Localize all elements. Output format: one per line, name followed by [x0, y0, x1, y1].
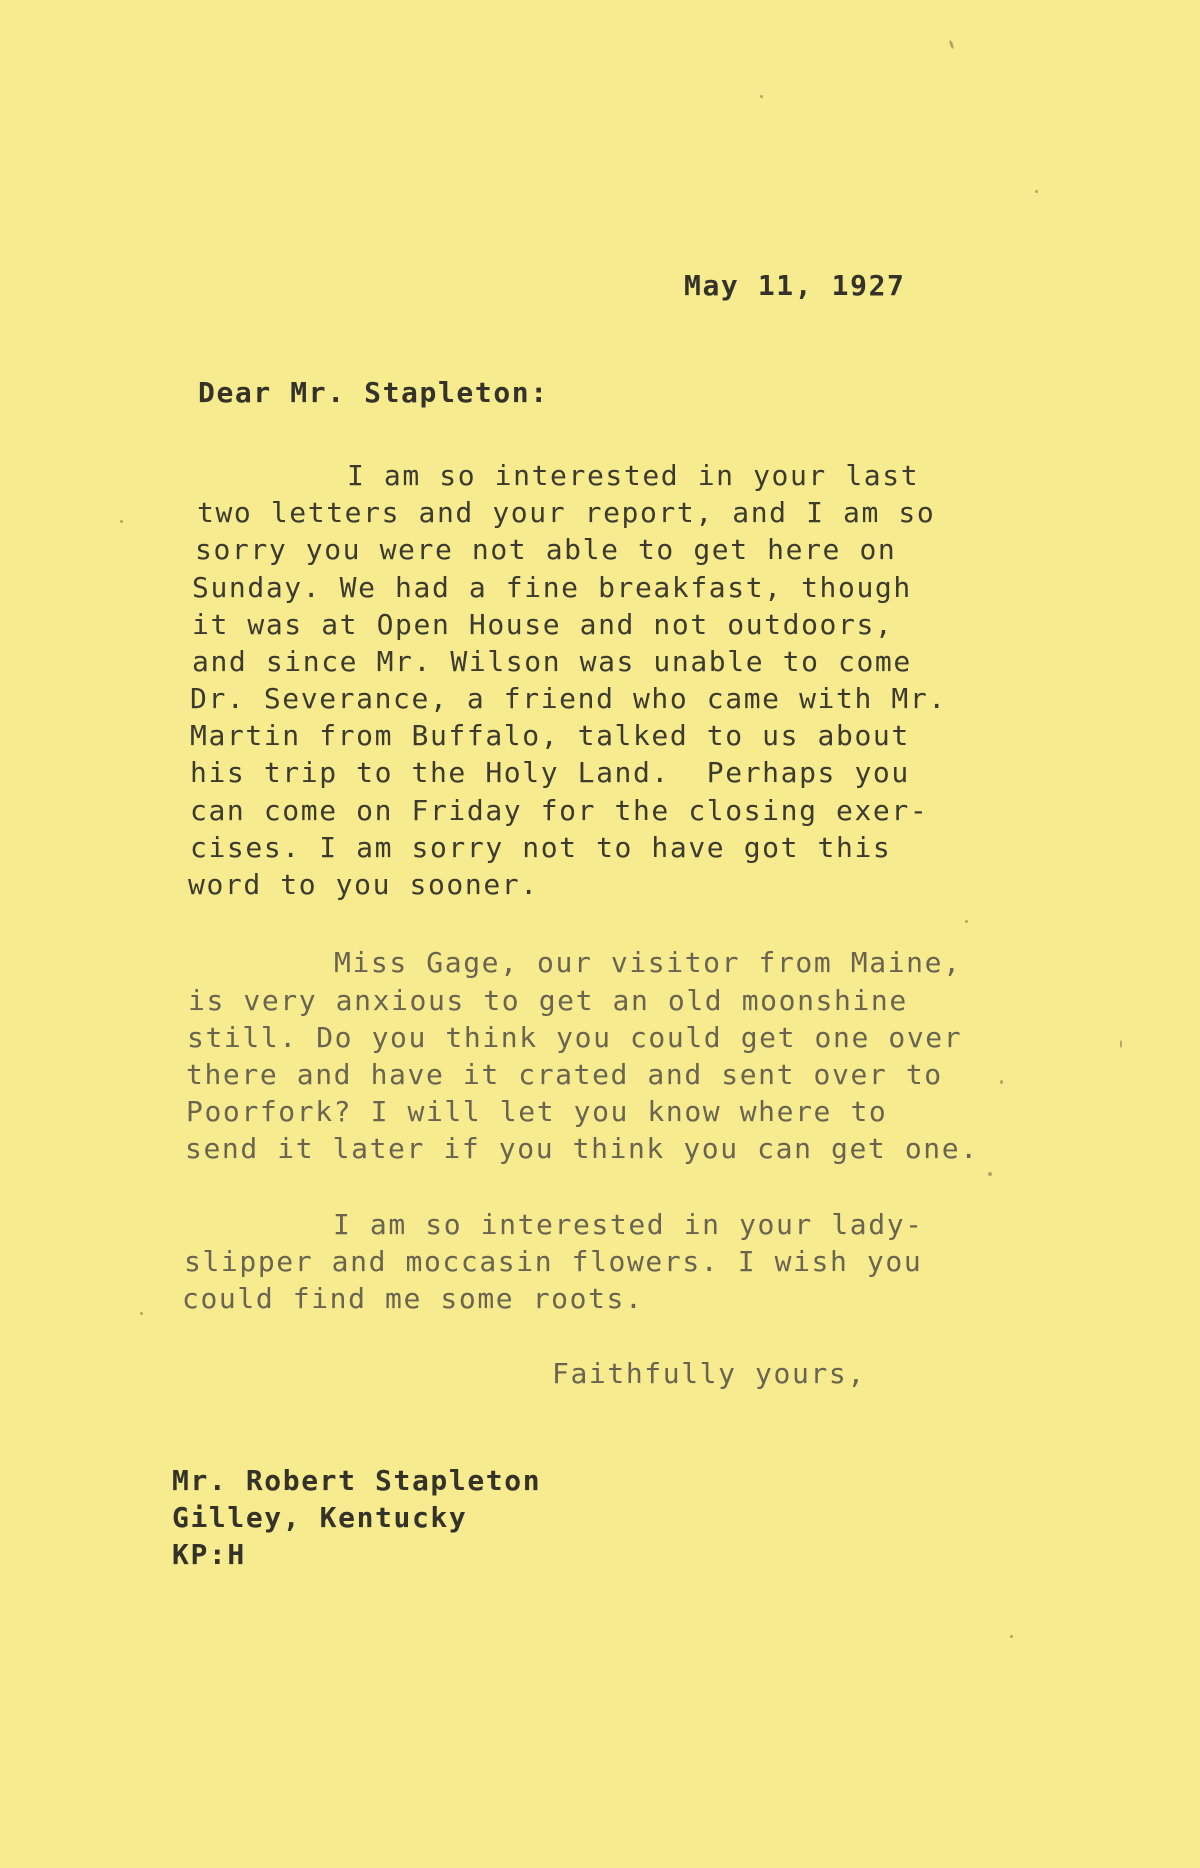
body-line: send it later if you think you can get one. — [185, 1132, 979, 1165]
body-line: two letters and your report, and I am so — [197, 496, 936, 529]
paper-fleck — [988, 1172, 992, 1176]
recipient-name: Mr. Robert Stapleton — [172, 1464, 542, 1497]
body-line: cises. I am sorry not to have got this — [190, 831, 892, 864]
paper-fleck — [949, 40, 955, 49]
paper-fleck — [140, 1312, 143, 1315]
body-line: slipper and moccasin flowers. I wish you — [184, 1245, 923, 1278]
typist-initials: KP:H — [172, 1538, 246, 1571]
salutation: Dear Mr. Stapleton: — [198, 376, 549, 409]
body-line: can come on Friday for the closing exer- — [190, 794, 929, 827]
body-line: Martin from Buffalo, talked to us about — [190, 719, 910, 752]
paper-fleck — [965, 920, 968, 923]
letter-date: May 11, 1927 — [684, 269, 906, 302]
body-line: Miss Gage, our visitor from Maine, — [334, 946, 962, 979]
complimentary-closing: Faithfully yours, — [552, 1357, 866, 1390]
body-line: word to you sooner. — [188, 868, 539, 901]
paper-fleck — [120, 520, 123, 523]
paper-fleck — [1035, 190, 1038, 193]
body-line: Dr. Severance, a friend who came with Mr. — [190, 682, 947, 715]
recipient-location: Gilley, Kentucky — [172, 1501, 468, 1534]
body-line: it was at Open House and not outdoors, — [192, 608, 894, 641]
paper-fleck — [1000, 1080, 1003, 1084]
body-line: could find me some roots. — [182, 1282, 644, 1315]
body-line: still. Do you think you could get one over — [187, 1021, 963, 1054]
body-line: and since Mr. Wilson was unable to come — [192, 645, 912, 678]
paper-fleck — [1120, 1040, 1122, 1048]
body-line: Poorfork? I will let you know where to — [186, 1095, 888, 1128]
paper-fleck — [1010, 1635, 1013, 1638]
body-line: there and have it crated and sent over to — [186, 1058, 943, 1091]
body-line: I am so interested in your lady- — [333, 1208, 924, 1241]
body-line: is very anxious to get an old moonshine — [188, 984, 908, 1017]
body-line: Sunday. We had a fine breakfast, though — [192, 571, 912, 604]
paper-fleck — [760, 95, 763, 98]
body-line: I am so interested in your last — [347, 459, 920, 492]
body-line: his trip to the Holy Land. Perhaps you — [190, 756, 910, 789]
body-line: sorry you were not able to get here on — [195, 533, 897, 566]
